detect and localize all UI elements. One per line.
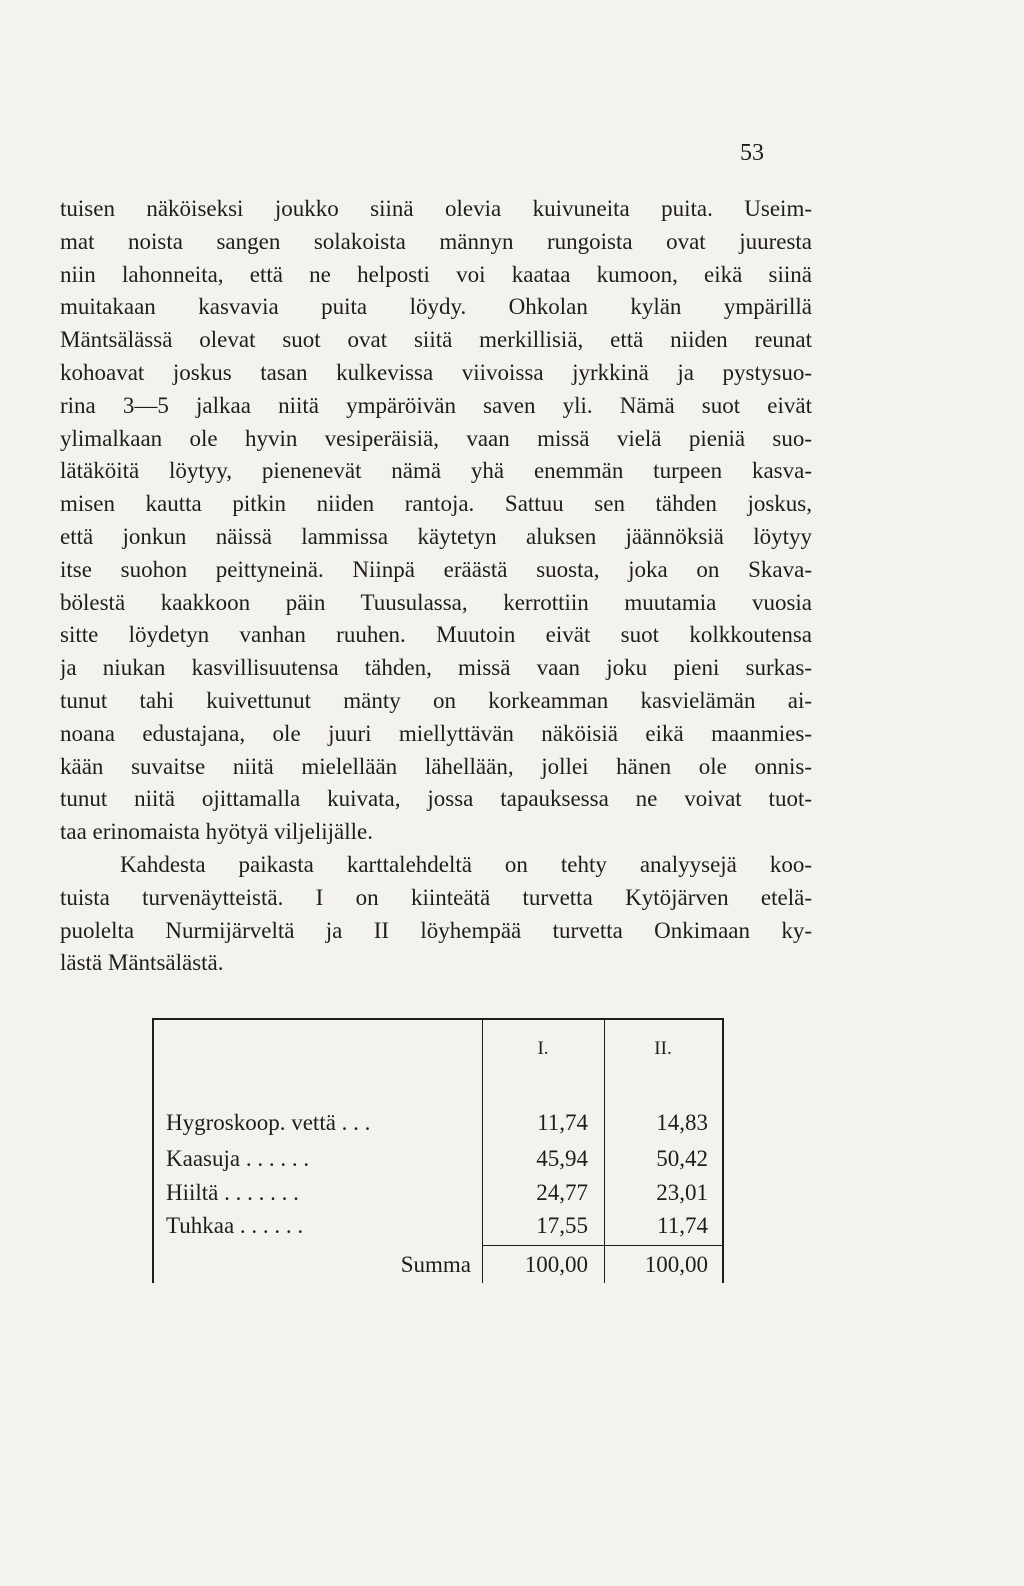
value-i: 17,55 [536, 1213, 588, 1238]
text-line: että jonkun näissä lammissa käytetyn aluksen jäännöksiä löytyy [60, 523, 812, 549]
text-line: lästä Mäntsälästä. [60, 950, 224, 976]
row-label: Tuhkaa . . . . . . [166, 1213, 304, 1238]
body-text [60, 193, 812, 980]
sum-value-i: 100,00 [524, 1252, 588, 1277]
text-line: kään suvaitse niitä mielellään lähellään, jollei hänen ole onnis- [60, 753, 812, 779]
table-left-rule [152, 1018, 154, 1283]
table-top-rule [152, 1018, 724, 1020]
value-i: 11,74 [537, 1110, 588, 1135]
table-sum-rule [482, 1245, 724, 1246]
value-ii: 23,01 [656, 1180, 708, 1205]
value-i: 24,77 [536, 1180, 588, 1205]
text-line: noana edustajana, ole juuri miellyttävän näköisiä eikä maanmies- [60, 720, 812, 746]
row-label: Hiiltä . . . . . . . [166, 1180, 299, 1205]
text-line: tuisen näköiseksi joukko siinä olevia kuivuneita puita. Useim- [60, 196, 812, 221]
text-line: misen kautta pitkin niiden rantoja. Sattuu sen tähden joskus, [60, 491, 812, 517]
text-line: taa erinomaista hyötyä viljelijälle. [60, 819, 373, 845]
text-line: ylimalkaan ole hyvin vesiperäisiä, vaan missä vielä pieniä suo- [60, 425, 812, 451]
text-line: muitakaan kasvavia puita löydy. Ohkolan kylän ympärillä [60, 294, 812, 320]
text-line: bölestä kaakkoon päin Tuusulassa, kerrottiin muutamia vuosia [60, 589, 812, 615]
text-line: tunut tahi kuivettunut mänty on korkeamman kasvielämän ai- [60, 687, 812, 713]
analysis-table [152, 1018, 728, 1283]
column-header-ii: II. [654, 1038, 672, 1059]
text-line: rina 3—5 jalkaa niitä ympäröivän saven yli. Nämä suot eivät [60, 392, 812, 418]
value-ii: 11,74 [657, 1213, 708, 1238]
text-line: tunut niitä ojittamalla kuivata, jossa tapauksessa ne voivat tuot- [60, 786, 812, 812]
text-line: tuista turvenäytteistä. I on kiinteätä turvetta Kytöjärven etelä- [60, 884, 812, 910]
table-right-rule [722, 1018, 724, 1283]
text-line: sitte löydetyn vanhan ruuhen. Muutoin eivät suot kolkkoutensa [60, 622, 812, 648]
text-line: Kahdesta paikasta karttalehdeltä on tehty analyysejä koo- [120, 851, 812, 877]
row-label: Kaasuja . . . . . . [166, 1146, 310, 1171]
value-ii: 50,42 [656, 1146, 708, 1171]
value-ii: 14,83 [656, 1110, 708, 1135]
text-line: niin lahonneita, että ne helposti voi kaataa kumoon, eikä siinä [60, 261, 812, 287]
text-line: lätäköitä löytyy, pienenevät nämä yhä enemmän turpeen kasva- [60, 458, 812, 484]
column-header-i: I. [537, 1038, 549, 1059]
row-label: Hygroskoop. vettä . . . [166, 1110, 371, 1135]
text-line: Mäntsälässä olevat suot ovat siitä merkillisiä, että niiden reunat [60, 327, 812, 353]
sum-value-ii: 100,00 [644, 1252, 708, 1277]
text-line: itse suohon peittyneinä. Niinpä eräästä suosta, joka on Skava- [60, 556, 812, 582]
text-line: kohoavat joskus tasan kulkevissa viivoissa jyrkkinä ja pystysuo- [60, 359, 812, 385]
text-line: ja niukan kasvillisuutensa tähden, missä vaan joku pieni surkas- [60, 655, 812, 681]
text-line: puolelta Nurmijärveltä ja II löyhempää turvetta Onkimaan ky- [60, 917, 812, 943]
text-line: mat noista sangen solakoista männyn rungoista ovat juuresta [60, 228, 812, 254]
value-i: 45,94 [536, 1146, 588, 1171]
page-number: 53 [740, 140, 764, 166]
sum-label: Summa [400, 1252, 471, 1277]
